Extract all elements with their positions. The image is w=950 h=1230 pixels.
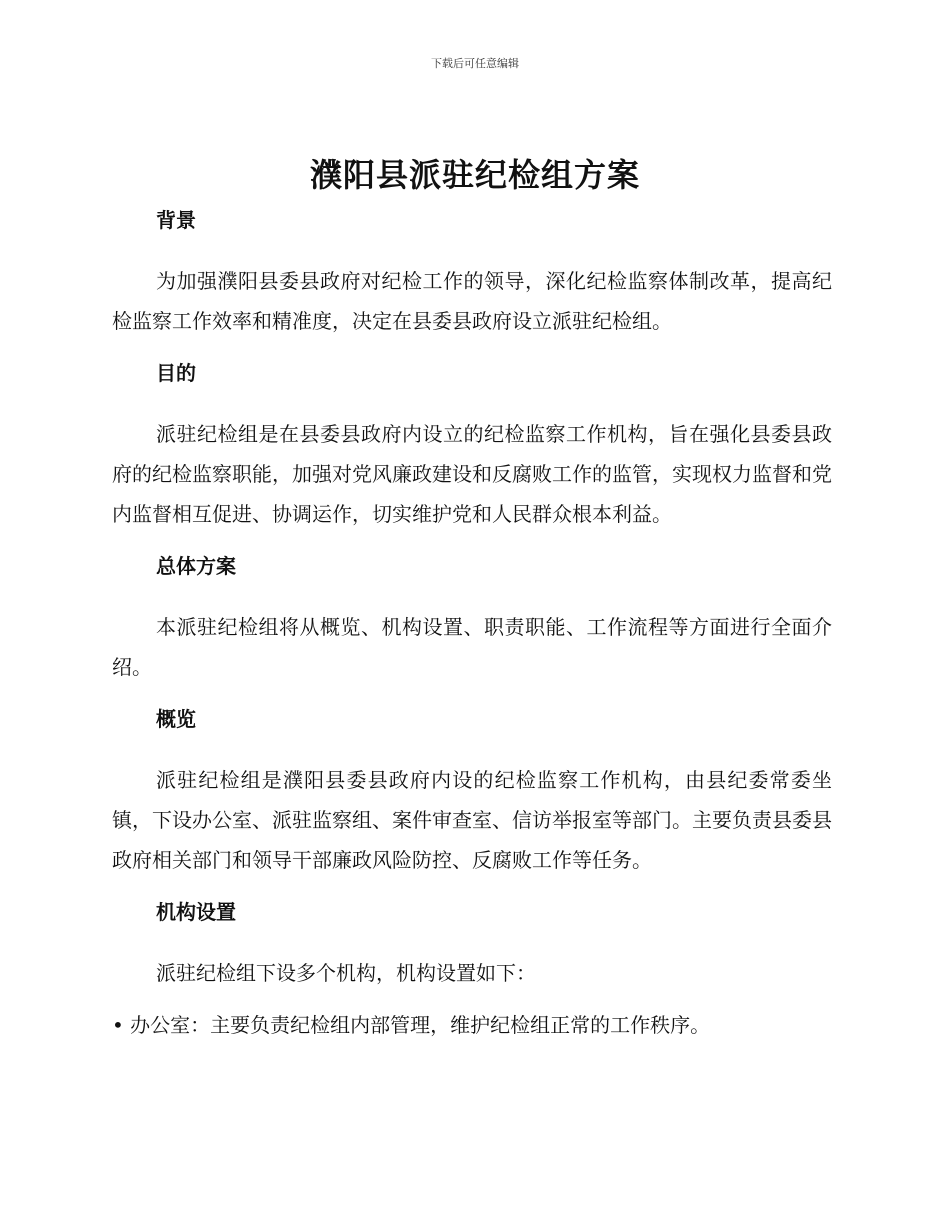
section-heading: 目的: [156, 361, 196, 385]
section-paragraph: 派驻纪检组下设多个机构，机构设置如下：: [156, 961, 536, 985]
section-heading: 背景: [156, 208, 196, 232]
section-heading: 总体方案: [156, 554, 236, 578]
section-organization: [112, 897, 832, 1045]
section-heading: 机构设置: [156, 900, 236, 924]
section-purpose: [112, 358, 832, 534]
header-note: 下载后可任意编辑: [431, 57, 519, 70]
section-paragraph: 派驻纪检组是濮阳县委县政府内设的纪检监察工作机构，由县纪委常委坐镇，下设办公室、派驻监察组、案件审查室、信访举报室等部门。主要负责县委县政府相关部门和领导干部廉政风险防控、反腐败工作等任务。: [112, 768, 832, 872]
list-item: • 办公室：主要负责纪检组内部管理，维护纪检组正常的工作秩序。: [112, 1013, 711, 1037]
section-paragraph: 为加强濮阳县委县政府对纪检工作的领导，深化纪检监察体制改革，提高纪检监察工作效率和精准度，决定在县委县政府设立派驻纪检组。: [112, 269, 832, 333]
section-heading: 概览: [156, 707, 196, 731]
section-background: [112, 205, 832, 341]
section-paragraph: 派驻纪检组是在县委县政府内设立的纪检监察工作机构，旨在强化县委县政府的纪检监察职能，加强对党风廉政建设和反腐败工作的监管，实现权力监督和党内监督相互促进、协调运作，切实维护党和人民群众根本利益。: [112, 422, 832, 526]
section-paragraph: 本派驻纪检组将从概览、机构设置、职责职能、工作流程等方面进行全面介绍。: [112, 615, 832, 679]
document-title: 濮阳县派驻纪检组方案: [309, 156, 640, 194]
document-body: [112, 205, 832, 1045]
section-overview: [112, 704, 832, 880]
section-overall-plan: [112, 551, 832, 687]
